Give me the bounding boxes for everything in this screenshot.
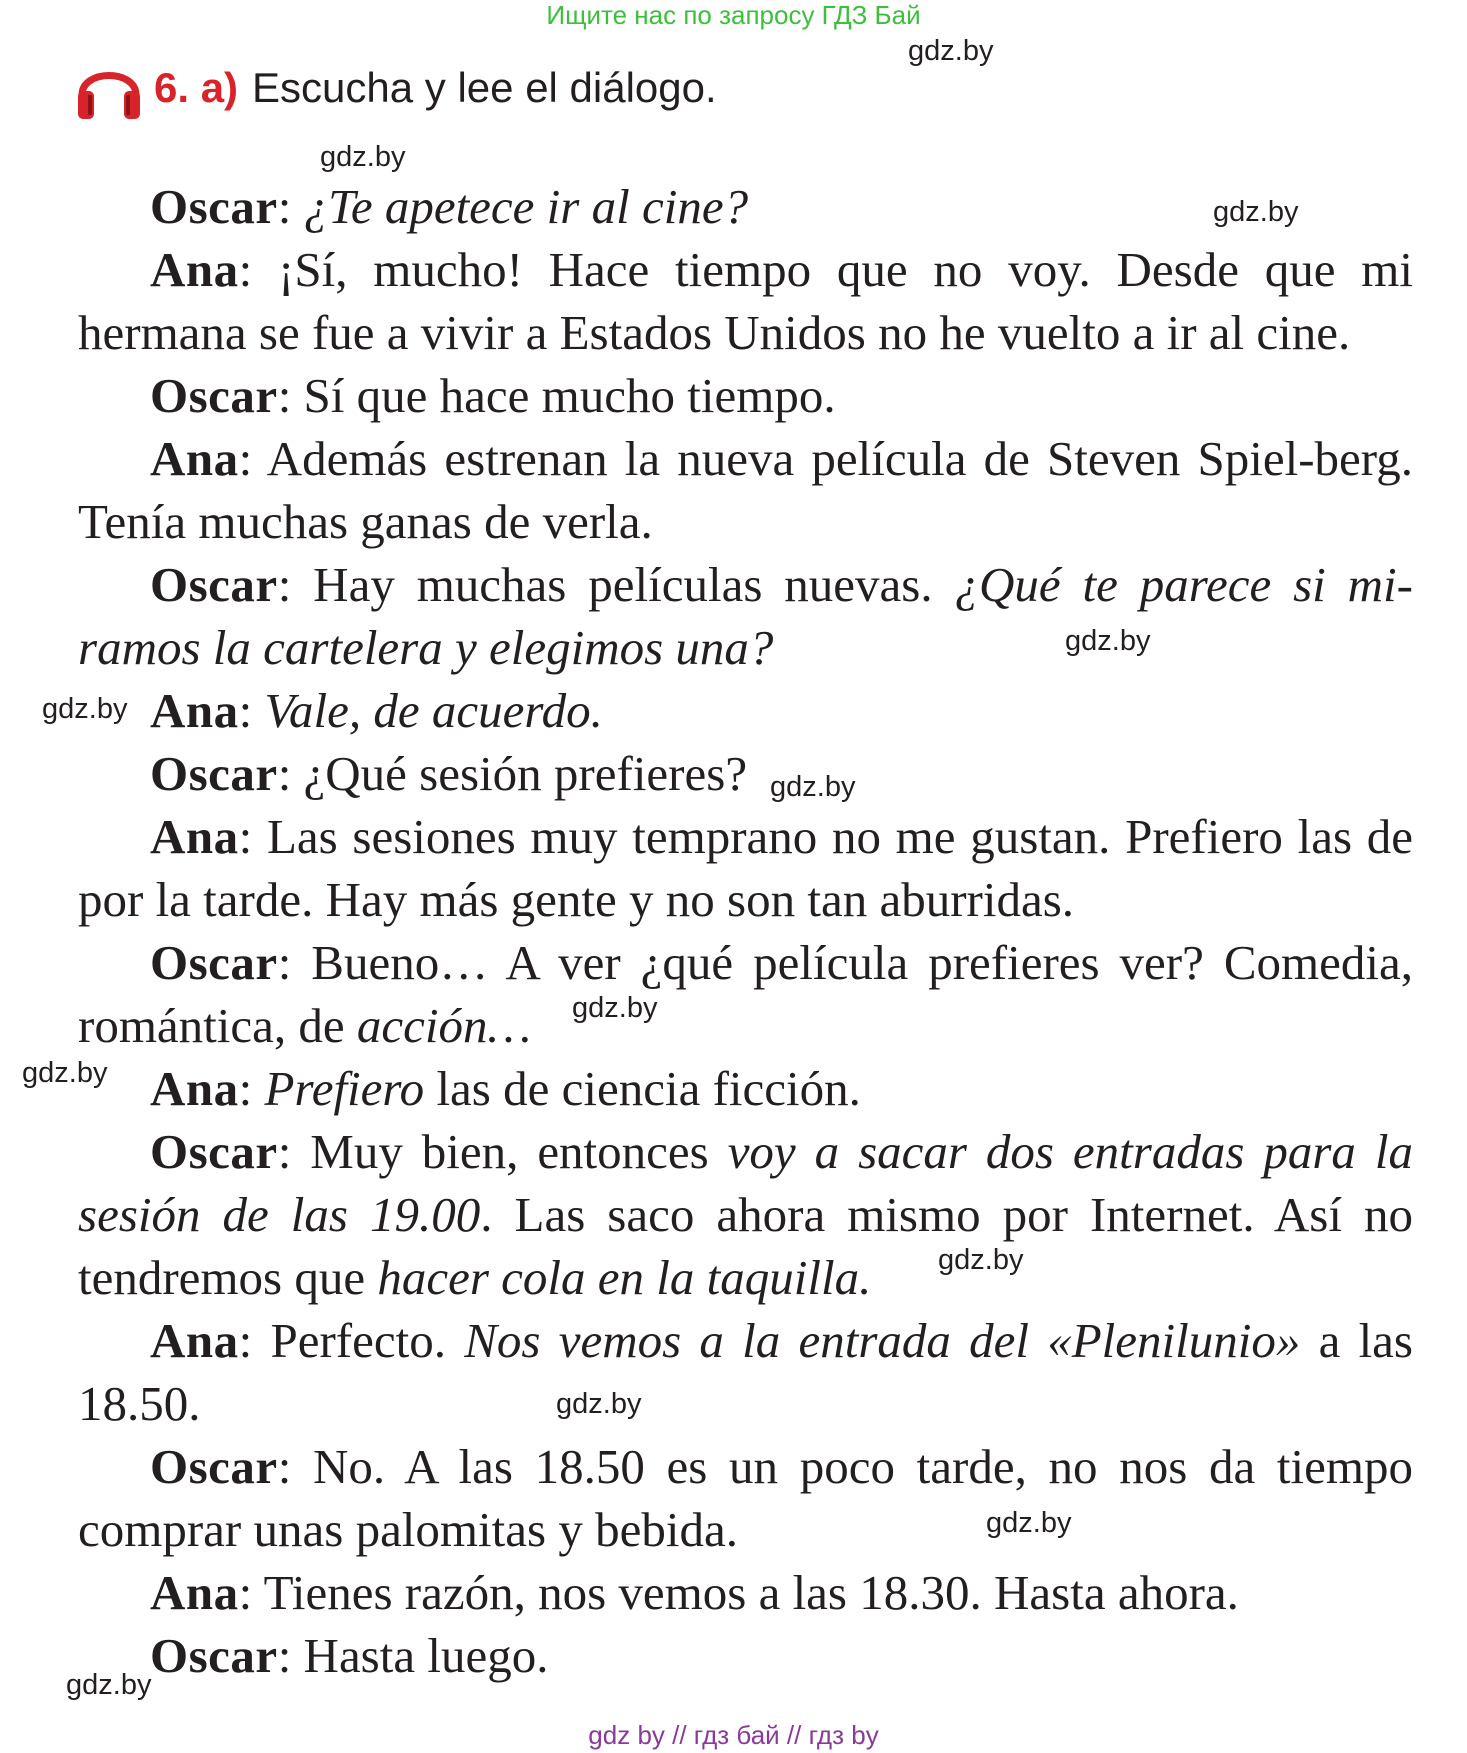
dialog-text-italic: ¿Qué te parece si mi-ramos la cartelera y elegimos una? bbox=[78, 557, 1413, 675]
speaker-name: Oscar bbox=[150, 746, 278, 801]
dialog-text: : ¡Sí, mucho! Hace tiempo que no voy. Desde que mi hermana se fue a vivir a Estados Unidos no he vuelto a ir al cine. bbox=[78, 242, 1413, 360]
dialog-text: . Las saco ahora mismo por Internet. Así no tendremos que bbox=[78, 1187, 1413, 1305]
speaker-name: Oscar bbox=[150, 1628, 278, 1683]
dialog-line bbox=[78, 1435, 1413, 1561]
dialog-text: : Bueno… A ver ¿qué película prefieres ver? Comedia, romántica, de bbox=[78, 935, 1413, 1053]
watermark: gdz.by bbox=[22, 1057, 108, 1089]
watermark: gdz.by bbox=[770, 771, 856, 803]
dialog-text-italic: Nos vemos a la entrada del «Plenilunio» bbox=[464, 1313, 1301, 1368]
speaker-name: Ana bbox=[150, 242, 239, 297]
dialog-line bbox=[78, 742, 1413, 805]
dialog-text-italic: Prefiero bbox=[264, 1061, 425, 1116]
speaker-name: Ana bbox=[150, 809, 239, 864]
dialog-line bbox=[78, 805, 1413, 931]
dialog-text: : Además estrenan la nueva película de Steven Spiel-berg. Tenía muchas ganas de verla. bbox=[78, 431, 1413, 549]
dialog-line bbox=[78, 1309, 1413, 1435]
dialog-text: : Las sesiones muy temprano no me gustan. Prefiero las de por la tarde. Hay más gente y no son tan aburridas. bbox=[78, 809, 1413, 927]
watermark: gdz.by bbox=[1065, 625, 1151, 657]
dialog-line bbox=[78, 679, 1413, 742]
dialog-line bbox=[78, 1120, 1413, 1309]
watermark: gdz.by bbox=[42, 693, 128, 725]
watermark: gdz.by bbox=[572, 992, 658, 1024]
watermark: gdz.by bbox=[1213, 196, 1299, 228]
footer: gdz by // гдз бай // гдз by bbox=[588, 1720, 879, 1750]
dialog-text: : Hay muchas películas nuevas. bbox=[277, 557, 955, 612]
speaker-name: Ana bbox=[150, 1565, 239, 1620]
dialog-line bbox=[78, 238, 1413, 364]
dialog-text: : Sí que hace mucho tiempo. bbox=[277, 368, 836, 423]
dialog-text: : Muy bien, entonces bbox=[277, 1124, 728, 1179]
dialog-text: : Tienes razón, nos vemos a las 18.30. Hasta ahora. bbox=[238, 1565, 1239, 1620]
speaker-name: Ana bbox=[150, 1061, 239, 1116]
speaker-name: Ana bbox=[150, 1313, 239, 1368]
dialog-text: : bbox=[238, 1061, 265, 1116]
dialog-text-italic: voy a sacar dos entradas para la sesión de las 19.00 bbox=[78, 1124, 1413, 1242]
watermark: gdz.by bbox=[556, 1388, 642, 1420]
watermark: gdz.by bbox=[320, 141, 406, 173]
dialog-line bbox=[78, 931, 1413, 1057]
top-banner: Ищите нас по запросу ГДЗ Бай bbox=[546, 0, 921, 30]
watermark: gdz.by bbox=[938, 1244, 1024, 1276]
speaker-name: Oscar bbox=[150, 935, 278, 990]
dialog-line bbox=[78, 1561, 1413, 1624]
speaker-name: Ana bbox=[150, 683, 239, 738]
dialog-text-italic: ¿Te apetece ir al cine? bbox=[303, 179, 749, 234]
dialog-line bbox=[78, 553, 1413, 679]
dialog-text-italic: acción… bbox=[356, 998, 532, 1053]
exercise-title: Escucha y lee el diálogo. bbox=[252, 64, 717, 111]
speaker-name: Ana bbox=[150, 431, 239, 486]
dialog-line bbox=[78, 427, 1413, 553]
watermark: gdz.by bbox=[986, 1507, 1072, 1539]
exercise-heading bbox=[74, 52, 717, 124]
dialog-text-italic: hacer cola en la taquilla. bbox=[377, 1250, 872, 1305]
dialog-text: las de ciencia ficción. bbox=[424, 1061, 861, 1116]
dialog-text: : Perfecto. bbox=[238, 1313, 465, 1368]
headphones-icon bbox=[74, 55, 144, 121]
dialog-text: a las 18.50. bbox=[78, 1313, 1414, 1431]
speaker-name: Oscar bbox=[150, 557, 278, 612]
dialog-text: : Hasta luego. bbox=[277, 1628, 549, 1683]
speaker-name: Oscar bbox=[150, 179, 278, 234]
watermark: gdz.by bbox=[66, 1669, 152, 1701]
dialog-text: : No. A las 18.50 es un poco tarde, no nos da tiempo comprar unas palomitas y bebida. bbox=[78, 1439, 1413, 1557]
dialog-text: : bbox=[238, 683, 265, 738]
dialog-text: : ¿Qué sesión prefieres? bbox=[277, 746, 748, 801]
dialog bbox=[78, 175, 1413, 1687]
dialog-line bbox=[78, 1057, 1413, 1120]
dialog-text-italic: Vale, de acuerdo. bbox=[264, 683, 603, 738]
dialog-text: : bbox=[277, 179, 304, 234]
speaker-name: Oscar bbox=[150, 1124, 278, 1179]
dialog-line bbox=[78, 364, 1413, 427]
dialog-line bbox=[78, 1624, 1413, 1687]
speaker-name: Oscar bbox=[150, 1439, 278, 1494]
speaker-name: Oscar bbox=[150, 368, 278, 423]
exercise-number: 6. a) bbox=[154, 64, 239, 111]
watermark: gdz.by bbox=[908, 35, 994, 67]
